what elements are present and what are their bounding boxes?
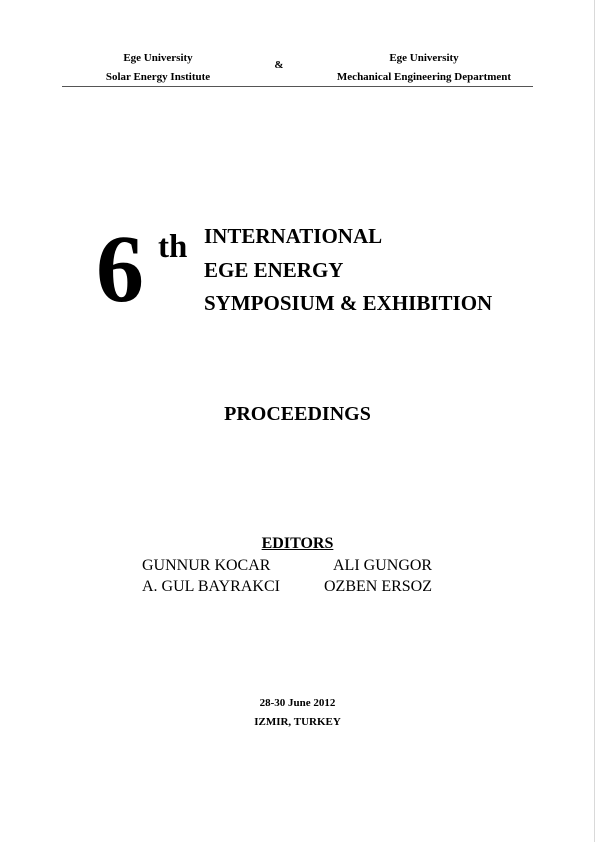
editor-name: OZBEN ERSOZ xyxy=(324,578,432,595)
header-right-university: Ege University xyxy=(389,52,459,64)
editor-name: A. GUL BAYRAKCI xyxy=(142,578,280,595)
title-line-2: EGE ENERGY xyxy=(204,257,344,282)
edition-ordinal-suffix: th xyxy=(158,229,188,265)
title-line-1: INTERNATIONAL xyxy=(204,224,383,248)
editor-name: GUNNUR KOCAR xyxy=(142,557,271,574)
edition-number: 6 xyxy=(96,215,144,322)
symposium-title xyxy=(204,220,492,321)
header-right-department: Mechanical Engineering Department xyxy=(336,71,512,83)
header-divider xyxy=(62,86,533,87)
editors-heading: EDITORS xyxy=(261,535,334,552)
title-line-3: SYMPOSIUM & EXHIBITION xyxy=(204,291,493,315)
header-ampersand: & xyxy=(274,59,284,71)
event-location: IZMIR, TURKEY xyxy=(254,716,341,728)
header-left-university: Ege University xyxy=(123,52,193,64)
editor-name: ALI GUNGOR xyxy=(333,557,433,574)
proceedings-heading: PROCEEDINGS xyxy=(224,403,371,425)
header-left-institution xyxy=(88,49,228,87)
header-right-institution xyxy=(318,49,530,87)
event-details xyxy=(0,694,595,732)
event-date: 28-30 June 2012 xyxy=(259,697,336,709)
header-left-department: Solar Energy Institute xyxy=(105,71,211,83)
